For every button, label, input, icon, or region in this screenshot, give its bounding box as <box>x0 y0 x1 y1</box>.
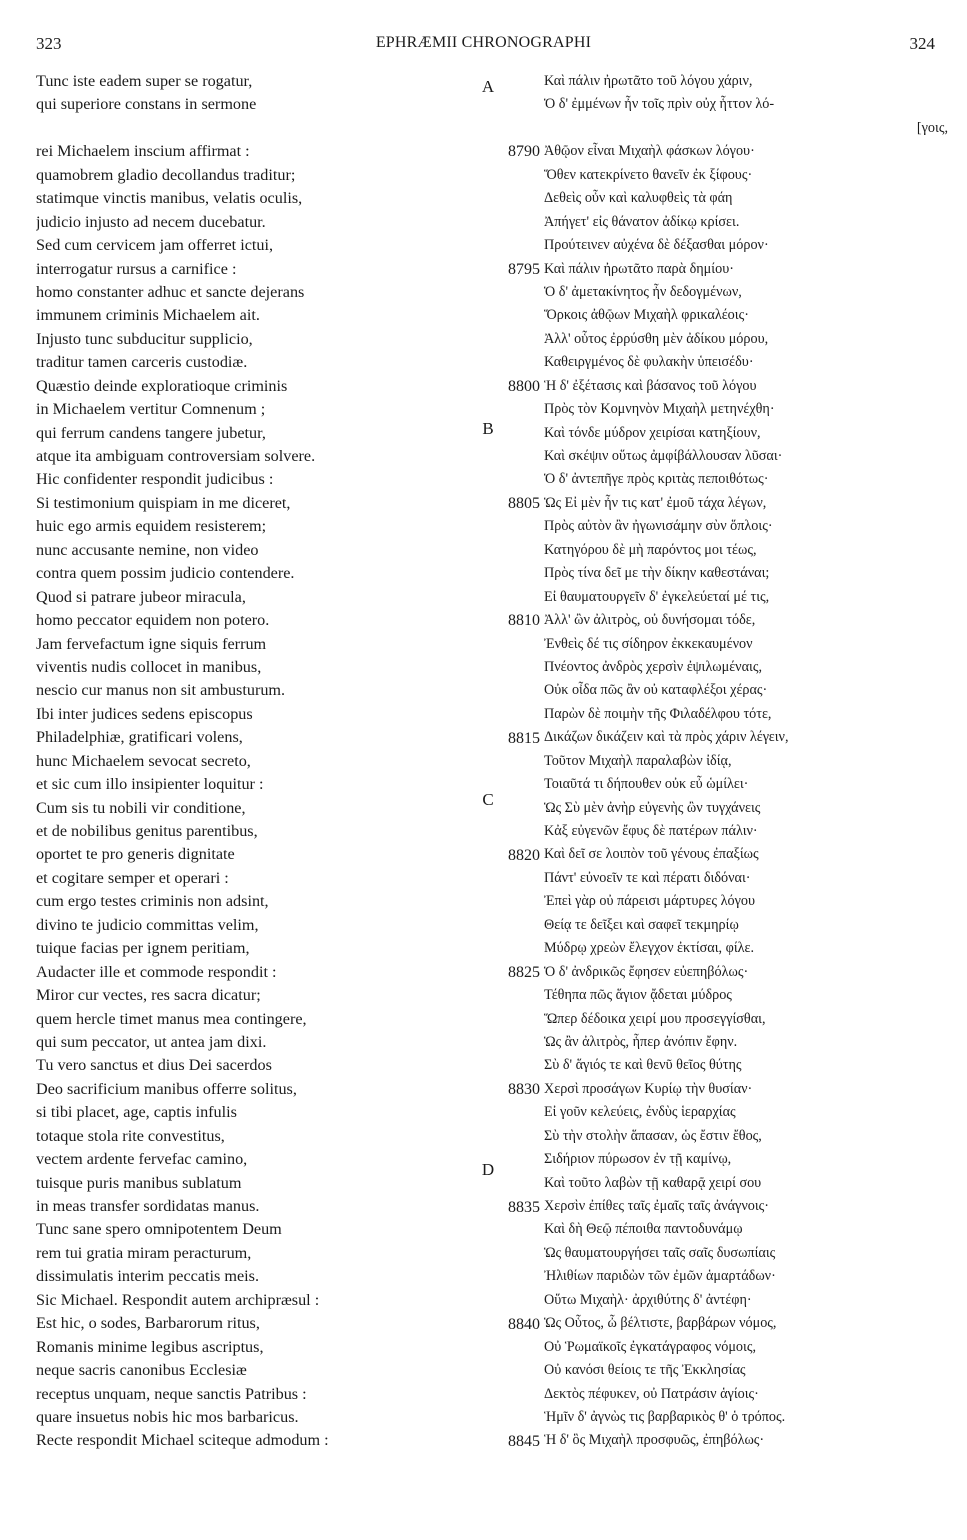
latin-line: Quod si patrare jubeor miracula, <box>36 587 246 606</box>
latin-line: immunem criminis Michaelem ait. <box>36 306 260 325</box>
latin-line: judicio injusto ad necem ducebatur. <box>36 212 266 231</box>
latin-line: vectem ardente fervefac camino, <box>36 1150 248 1169</box>
latin-line: Si testimonium quispiam in me diceret, <box>36 493 291 512</box>
greek-line: Ἠλιθίων παριδὼν τῶν ἐμῶν ἁμαρτάδων· <box>544 1268 776 1285</box>
greek-line: Παρὼν δὲ ποιμὴν τῆς Φιλαδέλφου τότε, <box>544 705 772 722</box>
latin-line: Tunc sane spero omnipotentem Deum <box>36 1220 282 1239</box>
greek-line: Δεθεὶς οὖν καὶ καλυφθεὶς τὰ φάη <box>544 190 733 207</box>
greek-line: Προύτεινεν αὐχένα δὲ δέξασθαι μόρον· <box>544 237 769 254</box>
latin-line: tuique facias per ignem peritiam, <box>36 939 250 958</box>
greek-line: Ὡς Σὺ μὲν ἀνὴρ εὐγενὴς ὢν τυγχάνεις <box>544 799 761 816</box>
latin-line: dissimulatis interim peccatis meis. <box>36 1267 259 1286</box>
greek-line: Ὡς Εἰ μὲν ἦν τις κατ' ἐμοῦ τάχα λέγων, <box>544 494 767 511</box>
greek-line: [γοις, <box>916 119 948 136</box>
latin-line: cum ergo testes criminis non adsint, <box>36 892 269 911</box>
latin-line: hunc Michaelem sevocat secreto, <box>36 751 251 770</box>
greek-line: Ὅθεν κατεκρίνετο θανεῖν ἐκ ξίφους· <box>544 166 753 183</box>
margin-mark-d: D <box>481 1160 495 1180</box>
verse-number: 8840 <box>508 1315 540 1333</box>
verse-number: 8800 <box>508 377 540 395</box>
greek-line: Τοῦτον Μιχαὴλ παραλαβὼν ἰδίᾳ, <box>544 752 732 769</box>
latin-line: qui sum peccator, ut antea jam dixi. <box>36 1032 267 1051</box>
greek-line: Ὡς ἂν ἀλιτρὸς, ἧπερ ἀνόπιν ἔφην. <box>544 1033 738 1050</box>
latin-line: Deo sacrificium manibus offerre solitus, <box>36 1079 297 1098</box>
greek-line: Ἡ δ' ὃς Μιχαὴλ προσφυῶς, ἐπηβόλως· <box>544 1432 765 1449</box>
greek-line: Ὅρκοις ἀθῷων Μιχαὴλ φρικαλέοις· <box>544 307 749 324</box>
latin-line: Est hic, o sodes, Barbarorum ritus, <box>36 1314 260 1333</box>
greek-line: Τοιαῦτά τι δήπουθεν οὐκ εὖ ὡμίλει· <box>544 776 749 793</box>
greek-line: Οὐ κανόσι θείοις τε τῆς Ἐκκλησίας <box>544 1362 746 1379</box>
greek-line: Χερσὶν ἐπίθες ταῖς ἐμαῖς ταῖς ἀνάγνοις· <box>544 1198 769 1214</box>
verse-number: 8845 <box>508 1433 540 1451</box>
latin-line: viventis nudis collocet in manibus, <box>36 657 262 676</box>
running-header <box>0 34 967 58</box>
greek-line: Δεκτὸς πέφυκεν, οὐ Πατράσιν ἁγίοις· <box>544 1385 759 1402</box>
latin-line: Cum sis tu nobili vir conditione, <box>36 798 246 817</box>
greek-line: Χερσὶ προσάγων Κυρίῳ τὴν θυσίαν· <box>544 1080 753 1097</box>
greek-line: Καὶ σκέψιν οὕτως ἀμφίβάλλουσαν λῦσαι· <box>544 448 783 464</box>
greek-line: Δικάζων δικάζειν καὶ τὰ πρὸς χάριν λέγειν, <box>544 729 789 746</box>
latin-line: rem tui gratia miram peracturum, <box>36 1243 252 1262</box>
latin-line: Ibi inter judices sedens episcopus <box>36 704 253 723</box>
greek-line: Καὶ δεῖ σε λοιπὸν τοῦ γένους ἐπαξίως <box>544 846 759 863</box>
greek-line: Ἐνθεὶς δέ τις σίδηρον ἐκκεκαυμένον <box>544 635 753 652</box>
verse-number: 8825 <box>508 964 540 982</box>
latin-line: in Michaelem vertitur Comnenum ; <box>36 400 266 419</box>
latin-line: qui superiore constans in sermone <box>36 95 257 114</box>
latin-line: Quæstio deinde exploratioque criminis <box>36 376 288 395</box>
latin-line: Recte respondit Michael sciteque admodum : <box>36 1431 329 1450</box>
greek-line: Ὥπερ δέδοικα χειρί μου προσεγγίσθαι, <box>544 1010 766 1027</box>
verse-number: 8835 <box>508 1198 540 1216</box>
greek-line: Πνέοντος ἀνδρὸς χερσὶν ἐψιλωμέναις, <box>544 658 762 675</box>
latin-line: oportet te pro generis dignitate <box>36 845 235 864</box>
greek-line: Ἀλλ' ὢν ἀλιτρὸς, οὐ δυνήσομαι τόδε, <box>544 612 756 629</box>
greek-line: Τέθηπα πῶς ἅγιον ᾄδεται μύδρος <box>544 987 732 1004</box>
greek-line: Ἡ δ' ἐξέτασις καὶ βάσανος τοῦ λόγου <box>544 377 757 394</box>
greek-line: Καὶ πάλιν ἠρωτᾶτο παρὰ δημίου· <box>544 260 734 277</box>
greek-line: Σιδήριον πύρωσον ἐν τῇ καμίνῳ, <box>544 1151 732 1168</box>
latin-line: homo constanter adhuc et sancte dejerans <box>36 282 305 301</box>
latin-column <box>36 70 476 1453</box>
latin-line: homo peccator equidem non potero. <box>36 611 270 630</box>
greek-line: Πρὸς τὸν Κομνηνὸν Μιχαὴλ μετηνέχθη· <box>544 401 775 418</box>
latin-line: nescio cur manus non sit ambusturum. <box>36 681 286 700</box>
greek-line: Οὐκ οἶδα πῶς ἂν οὐ καταφλέξοι χέρας· <box>544 682 768 699</box>
verse-number: 8820 <box>508 846 540 864</box>
greek-line: Καθειργμένος δὲ φυλακὴν ὑπεισέδυ· <box>544 354 754 371</box>
latin-line: in meas transfer sordidatas manus. <box>36 1197 260 1215</box>
greek-line: Θείᾳ τε δεῖξει καὶ σαφεῖ τεκμηρίῳ <box>544 916 739 933</box>
greek-line: Καὶ πάλιν ἠρωτᾶτο τοῦ λόγου χάριν, <box>544 73 753 89</box>
greek-line: Ὁ δ' ἀνδρικῶς ἔφησεν εὐεπηβόλως· <box>544 963 749 980</box>
greek-line: Ὁ δ' ἀμετακίνητος ἦν δεδογμένων, <box>544 283 742 300</box>
verse-number: 8810 <box>508 612 540 630</box>
latin-line: totaque stola rite convestitus, <box>36 1126 225 1145</box>
latin-line: Injusto tunc subducitur supplicio, <box>36 329 253 348</box>
greek-line: Κατηγόρου δὲ μὴ παρόντος μοι τέως, <box>544 541 757 558</box>
latin-line: Sic Michael. Respondit autem archipræsul : <box>36 1290 320 1309</box>
greek-line: Πρὸς αὐτὸν ἂν ἠγωνισάμην σὺν ὅπλοις· <box>544 518 773 535</box>
verse-number: 8830 <box>508 1081 540 1099</box>
latin-line: Tunc iste eadem super se rogatur, <box>36 72 253 90</box>
latin-line: quem hercle timet manus mea contingere, <box>36 1009 307 1028</box>
latin-line: divino te judicio committas velim, <box>36 915 259 934</box>
page-number-right: 324 <box>909 34 935 53</box>
greek-line: Ἀπήγετ' εἰς θάνατον ἀδίκῳ κρίσει. <box>544 213 740 230</box>
greek-line: Ὁ δ' ἐμμένων ἦν τοῖς πρὶν οὐχ ἧττον λό- <box>544 96 775 113</box>
latin-line: quamobrem gladio decollandus traditur; <box>36 165 296 184</box>
verse-number: 8815 <box>508 729 540 747</box>
greek-line: Μύδρῳ χρεὼν ἔλεγχον ἐκτίσαι, φίλε. <box>544 940 755 957</box>
greek-line: Σὺ δ' ἅγιός τε καὶ θενῦ θεῖος θύτης <box>544 1057 742 1074</box>
margin-mark-a: A <box>481 76 495 96</box>
latin-line: Romanis minime legibus ascriptus, <box>36 1337 264 1356</box>
latin-line: qui ferrum candens tangere jubetur, <box>36 423 266 442</box>
latin-line: Hic confidenter respondit judicibus : <box>36 470 274 489</box>
greek-line: Ὡς Οὗτος, ὦ βέλτιστε, βαρβάρων νόμος, <box>544 1315 777 1332</box>
running-title: EPHRÆMII CHRONOGRAPHI <box>375 34 592 51</box>
latin-line: Jam fervefactum igne siquis ferrum <box>36 634 267 653</box>
greek-line: Εἰ γοῦν κελεύεις, ἐνδὺς ἱεραρχίας <box>544 1104 736 1121</box>
verse-number: 8805 <box>508 495 540 513</box>
greek-line: Καὶ δὴ Θεῷ πέποιθα παντοδυνάμῳ <box>544 1221 743 1238</box>
greek-column <box>544 70 954 1453</box>
latin-line: tuisque puris manibus sublatum <box>36 1173 242 1192</box>
greek-line: Κἀξ εὐγενῶν ἔφυς δὲ πατέρων πάλιν· <box>544 823 758 839</box>
greek-line: Ἀλλ' οὗτος ἐρρύσθη μὲν ἀδίκου μόρου, <box>544 330 769 347</box>
latin-line: rei Michaelem inscium affirmat : <box>36 142 250 161</box>
latin-line: et de nobilibus genitus parentibus, <box>36 822 258 840</box>
latin-line: Audacter ille et commode respondit : <box>36 962 277 981</box>
greek-line: Ἐπεὶ γὰρ οὐ πάρεισι μάρτυρες λόγου <box>544 893 755 910</box>
page-number-left: 323 <box>36 34 62 53</box>
latin-line: et sic cum illo insipienter loquitur : <box>36 775 264 794</box>
greek-line: Πάντ' εὐνοεῖν τε καὶ πέρατι διδόναι· <box>544 869 751 886</box>
latin-line: interrogatur rursus a carnifice : <box>36 259 237 278</box>
greek-line: Οὐ Ῥωμαϊκοῖς ἐγκατάγραφος νόμοις, <box>544 1338 757 1355</box>
latin-line: neque sacris canonibus Ecclesiæ <box>36 1361 247 1380</box>
latin-line: Sed cum cervicem jam offerret ictui, <box>36 236 274 255</box>
greek-line: Καὶ τόνδε μύδρον χειρίσαι κατηξίουν, <box>544 424 761 441</box>
greek-line: Σὺ τὴν στολὴν ἅπασαν, ὡς ἔστιν ἔθος, <box>544 1127 762 1144</box>
latin-line: huic ego armis equidem resisterem; <box>36 517 267 536</box>
verse-number: 8790 <box>508 143 540 161</box>
greek-line: Ὡς θαυματουργήσει ταῖς σαῖς δυσωπίαις <box>544 1244 776 1261</box>
latin-line: Miror cur vectes, res sacra dicatur; <box>36 986 261 1005</box>
verse-number: 8795 <box>508 260 540 278</box>
greek-line: Ἡμῖν δ' ἀγνὼς τις βαρβαρικὸς θ' ὁ τρόπος. <box>544 1408 786 1425</box>
latin-line: traditur tamen carceris custodiæ. <box>36 353 248 372</box>
greek-line: Καὶ τοῦτο λαβὼν τῇ καθαρᾷ χειρί σου <box>544 1174 762 1191</box>
latin-line: statimque vinctis manibus, velatis oculis, <box>36 189 303 208</box>
latin-line: Tu vero sanctus et dius Dei sacerdos <box>36 1056 272 1075</box>
margin-mark-c: C <box>482 789 494 809</box>
latin-line: si tibi placet, age, captis infulis <box>36 1103 237 1122</box>
margin-mark-b: B <box>482 419 494 439</box>
latin-line: atque ita ambiguam controversiam solvere. <box>36 447 316 465</box>
latin-line: et cogitare semper et operari : <box>36 868 229 887</box>
latin-line: Philadelphiæ, gratificari volens, <box>36 728 243 747</box>
latin-line: quare insuetus nobis hic mos barbaricus. <box>36 1407 299 1426</box>
latin-line: nunc accusante nemine, non video <box>36 540 259 559</box>
greek-line: Ἀθῷον εἶναι Μιχαὴλ φάσκων λόγου· <box>544 143 755 160</box>
latin-line <box>36 117 476 140</box>
greek-line: Οὕτω Μιχαὴλ· ἀρχιθύτης δ' ἀντέφη· <box>544 1291 752 1308</box>
greek-line: Πρὸς τίνα δεῖ με τὴν δίκην καθεστάναι; <box>544 565 770 582</box>
latin-line: contra quem possim judicio contendere. <box>36 564 295 583</box>
greek-line: Εἰ θαυματουργεῖν δ' ἐγκελεύεταί μέ τις, <box>544 588 770 605</box>
latin-line: receptus unquam, neque sanctis Patribus : <box>36 1384 307 1403</box>
greek-line: Ὁ δ' ἀντεπῆγε πρὸς κριτὰς πεποιθότως· <box>544 471 769 488</box>
